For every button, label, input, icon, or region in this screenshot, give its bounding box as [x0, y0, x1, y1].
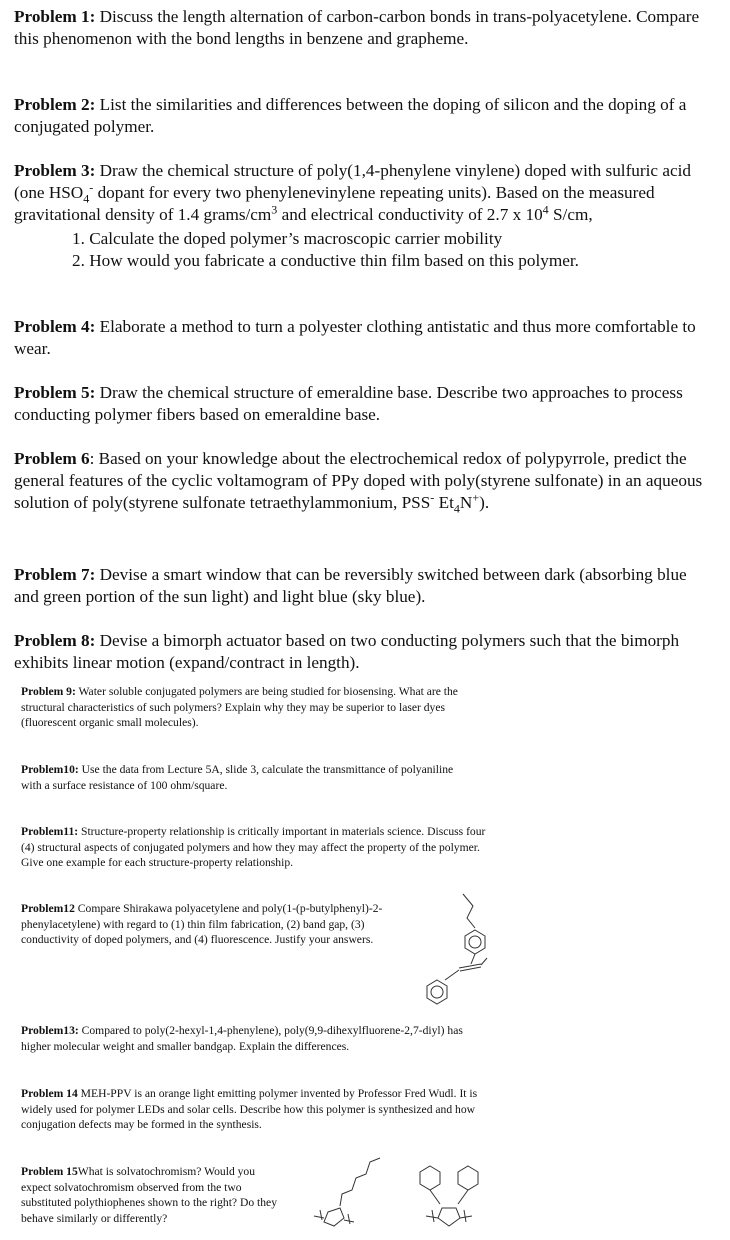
problem-7-label: Problem 7: — [14, 565, 96, 584]
problem-3-text-b: dopant for every two phenylenevinylene repeating units). Based on the measured gravitational density of 1.4 grams/cm — [14, 183, 655, 224]
problem-12-text: Compare Shirakawa polyacetylene and poly(1-(p-butylphenyl)-2-phenylacetylene) with regard to (1) thin film fabrication, (2) band gap, (3) conductivity of doped polymers, and (4) fluorescence. Justify your answers. — [21, 902, 383, 947]
problem-8 — [14, 630, 714, 674]
problem-3-text-a: Draw the chemical structure of poly(1,4-phenylene vinylene) doped with sulfuric acid (one HSO — [14, 161, 691, 202]
problem-9 — [21, 684, 501, 731]
problem-14 — [21, 1086, 501, 1133]
problem-6-sup-plus: + — [472, 490, 480, 505]
problem-6-text-b: Et — [434, 493, 454, 512]
problem-4-label: Problem 4: — [14, 317, 96, 336]
problem-14-text: MEH-PPV is an orange light emitting polymer invented by Professor Fred Wudl. It is widely used for polymer LEDs and solar cells. Describe how this polymer is synthesized and how conjugation defects may be formed in the synthesis. — [21, 1087, 478, 1132]
problem-3-sub-4: 4 — [83, 191, 90, 206]
problem-11-text: Structure-property relationship is critically important in materials science. Discuss four (4) structural aspects of conjugated polymers and how they may affect the property of the polymer. Give one example for each structure-property relationship. — [21, 825, 486, 870]
problem-3-text-c: and electrical conductivity of 2.7 x 10 — [277, 205, 543, 224]
problem-8-label: Problem 8: — [14, 631, 96, 650]
problem-11-label: Problem11: — [21, 825, 79, 838]
problem-3-text-d: S/cm, — [548, 205, 593, 224]
problem-10-label: Problem10: — [21, 763, 79, 776]
problem-3-item: 2. How would you fabricate a conductive thin film based on this polymer. — [72, 251, 579, 270]
problem-8-text: Devise a bimorph actuator based on two conducting polymers such that the bimorph exhibits linear motion (expand/contract in length). — [14, 631, 680, 672]
problem-5 — [14, 382, 714, 426]
problem-10 — [21, 762, 466, 793]
problem-6 — [14, 448, 714, 514]
problem-15 — [21, 1164, 283, 1226]
problem-3-sup-minus: - — [89, 180, 94, 195]
problem-15-text: What is solvatochromism? Would you expect solvatochromism observed from the two substituted polythiophenes shown to the right? Do they behave similarly or differently? — [21, 1165, 278, 1225]
problem-2-label: Problem 2: — [14, 95, 96, 114]
problem-3 — [14, 160, 714, 272]
problem-1 — [14, 6, 714, 50]
problem-6-sub-4: 4 — [453, 501, 460, 516]
problem-2-text: List the similarities and differences between the doping of silicon and the doping of a conjugated polymer. — [14, 95, 687, 136]
problem-6-text-d: ). — [479, 493, 490, 512]
problem-15-label: Problem 15 — [21, 1165, 78, 1178]
problem-5-label: Problem 5: — [14, 383, 96, 402]
problem-12-label: Problem12 — [21, 902, 75, 915]
problem-1-text: Discuss the length alternation of carbon-carbon bonds in trans-polyacetylene. Compare this phenomenon with the bond lengths in benzene and grapheme. — [14, 7, 700, 48]
problem-13-text: Compared to poly(2-hexyl-1,4-phenylene), poly(9,9-dihexylfluorene-2,7-diyl) has higher molecular weight and smaller bandgap. Explain the differences. — [21, 1024, 463, 1053]
problem-6-text-c: N — [459, 493, 473, 512]
problem-14-label: Problem 14 — [21, 1087, 78, 1100]
problem-2 — [14, 94, 714, 138]
problem-7 — [14, 564, 714, 608]
problem-11 — [21, 824, 501, 871]
problem-10-text: Use the data from Lecture 5A, slide 3, calculate the transmittance of polyaniline with a surface resistance of 100 ohm/square. — [21, 763, 454, 792]
problem-9-label: Problem 9: — [21, 685, 76, 698]
problem-3-item: 1. Calculate the doped polymer’s macroscopic carrier mobility — [72, 229, 503, 248]
problem-15-structure-alkyl — [300, 1152, 390, 1236]
problem-6-sup-minus: - — [430, 490, 435, 505]
problem-12 — [21, 901, 396, 948]
problem-6-label: Problem 6 — [14, 449, 90, 468]
problem-6-text-a: : Based on your knowledge about the electrochemical redox of polypyrrole, predict the general features of the cyclic voltamogram of PPy doped with poly(styrene sulfonate) in an aqueous solution of poly(styrene sulfonate tetraethylammonium, PSS — [14, 449, 703, 512]
problem-1-label: Problem 1: — [14, 7, 96, 26]
problem-13-label: Problem13: — [21, 1024, 79, 1037]
problem-3-sup-exp: 4 — [542, 202, 549, 217]
problem-7-text: Devise a smart window that can be reversibly switched between dark (absorbing blue and green portion of the sun light) and light blue (sky blue). — [14, 565, 687, 606]
problem-5-text: Draw the chemical structure of emeraldine base. Describe two approaches to process conducting polymer fibers based on emeraldine base. — [14, 383, 683, 424]
problem-4-text: Elaborate a method to turn a polyester clothing antistatic and thus more comfortable to wear. — [14, 317, 696, 358]
problem-12-structure — [415, 890, 495, 1010]
problem-3-label: Problem 3: — [14, 161, 96, 180]
problem-13 — [21, 1023, 491, 1054]
problem-4 — [14, 316, 714, 360]
problem-15-structure-phenyl — [400, 1152, 500, 1236]
problem-3-list — [14, 228, 714, 272]
problem-9-text: Water soluble conjugated polymers are being studied for biosensing. What are the structural characteristics of such polymers? Explain why they may be superior to laser dyes (fluorescent organic small molecules). — [21, 685, 458, 730]
problem-3-sup-3: 3 — [271, 202, 278, 217]
